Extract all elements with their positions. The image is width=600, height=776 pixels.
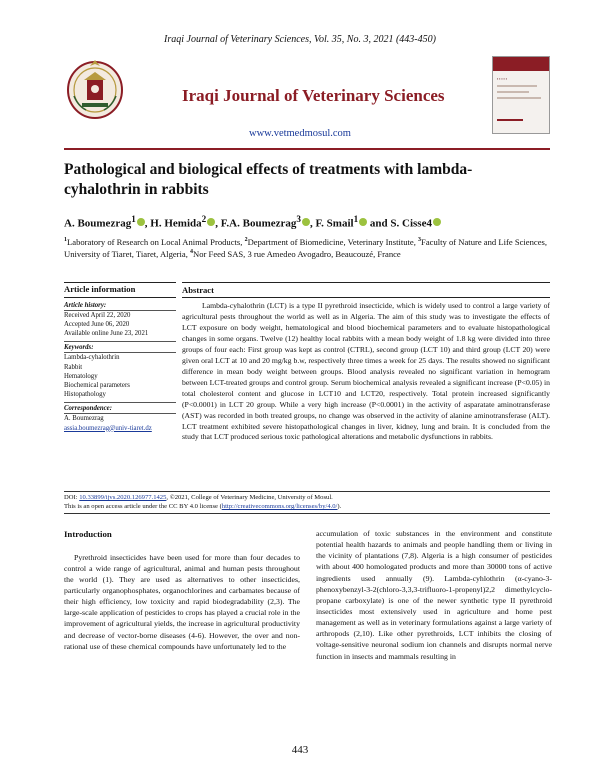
copyright-text: , ©2021, College of Veterinary Medicine, University of Mosul. <box>166 494 333 501</box>
author: F. Smail <box>315 217 354 230</box>
history-item: Available online June 23, 2021 <box>64 330 149 338</box>
correspondence-heading: Correspondence: <box>64 404 176 414</box>
license-prefix: This is an open access article under the CC BY 4.0 license ( <box>64 503 222 511</box>
author-affiliation-mark: 1 <box>131 214 136 224</box>
affiliation-mark: 4 <box>190 249 194 256</box>
author-list <box>64 214 544 230</box>
affiliations <box>64 236 550 261</box>
journal-website: www.vetmedmosul.com <box>249 128 351 139</box>
history-item: Received April 22, 2020 <box>64 311 131 319</box>
abstract-panel <box>182 282 550 443</box>
correspondence-email-link[interactable]: assia.boumezrag@univ-tiaret.dz <box>64 424 152 432</box>
abstract-text: Lambda-cyhalothrin (LCT) is a type II pyrethroid insecticide, which is widely used to control a large variety of agricultural pests throughout the world as well as in Algeria. The aim of this study was to investigate the effects of LCT exposure on body weight, hematological and blood biochemical parameters and to evaluate histopathological changes in some organs. Twelve (12) healthy local rabbits with a mean body weight of 1.8 kg were divided into three groups of four each: First group was kept as control (CTRL), second group (LCT 10) and third group (LCT 20) were given oral LCT at 10 and 20 mg/kg b.w, respectively three times a week for 25 days. The results showed no significant difference in mean body weight between groups. Blood analysis revealed no significant variation in hemogram between LCT-treated groups and control group. Serum biochemical analysis revealed a significant increase (P<0.05) in total cholesterol content and glucose in LCT10 and LCT20, respectively. Total protein increased significantly (P<0.0001) in LCT 20 group. While a very high increase (P<0.0001) in the activity of asparatate aminotransferase (AST) was recorded in both treated groups, no change was observed in the activity of alanine aminotransferase (ALT). LCT treatment exhibited severe histopathological changes in liver, kidney, lung and brain. It is concluded from the study that LCT produced serious toxic pathological alterations and metabolic dysfunctions in rabbits. <box>182 301 550 442</box>
author: F.A. Boumezrag <box>220 217 297 230</box>
author-affiliation-mark: 2 <box>201 214 207 224</box>
correspondence-name: A. Boumezrag <box>64 415 104 423</box>
doi-license-block <box>64 491 550 514</box>
author: S. Cisse <box>390 217 427 230</box>
keyword: Rabbit <box>64 363 83 371</box>
affiliation-text: Laboratory of Research on Local Animal Products, <box>67 236 245 247</box>
running-header: Iraqi Journal of Veterinary Sciences, Vol. 35, No. 3, 2021 (443-450) <box>164 34 436 45</box>
university-seal-icon <box>64 56 126 120</box>
abstract-heading: Abstract <box>182 282 550 298</box>
author: H. Hemida <box>150 217 202 230</box>
keyword: Biochemical parameters <box>64 381 130 389</box>
author-affiliation-mark: 4 <box>426 217 432 230</box>
author-separator: , <box>215 217 221 230</box>
doi-prefix: DOI: <box>64 494 80 501</box>
keyword: Histopathology <box>64 391 106 399</box>
journal-name: Iraqi Journal of Veterinary Sciences <box>182 86 445 105</box>
orcid-icon[interactable] <box>137 218 145 226</box>
history-item: Accepted June 06, 2020 <box>64 320 130 328</box>
divider <box>64 402 176 403</box>
article-history-heading: Article history: <box>64 301 176 311</box>
body-column-left <box>64 528 300 652</box>
affiliation-text: Faculty of Nature and Life Sciences, University of Tiaret, Tiaret, Algeria, <box>64 236 548 260</box>
license-suffix: ). <box>337 503 342 511</box>
keywords-heading: Keywords: <box>64 343 176 353</box>
orcid-icon[interactable] <box>433 218 441 226</box>
keyword: Hematology <box>64 372 98 380</box>
affiliation-text: Department of Biomedicine, Veterinary Institute, <box>247 236 419 247</box>
body-column-right <box>316 528 552 662</box>
author-affiliation-mark: 3 <box>296 214 301 224</box>
affiliation-mark: 1 <box>64 237 67 243</box>
author-separator: , <box>144 217 151 230</box>
masthead-divider <box>64 148 550 150</box>
keyword: Lambda-cyhalothrin <box>64 354 120 362</box>
doi-link[interactable]: 10.33899/ijvs.2020.126977.1425 <box>79 494 167 501</box>
page-number: 443 <box>291 744 309 756</box>
author-affiliation-mark: 1 <box>353 214 359 224</box>
author: A. Boumezrag <box>64 217 132 230</box>
affiliation-mark: 2 <box>244 237 248 243</box>
article-information-panel <box>64 282 176 433</box>
article-title: Pathological and biological effects of treatments with lambda-cyhalothrin in rabbits <box>64 161 473 199</box>
orcid-icon[interactable] <box>359 218 367 226</box>
author-separator: and <box>367 217 391 230</box>
affiliation-mark: 3 <box>418 237 422 243</box>
author-separator: , <box>309 217 316 230</box>
affiliation-text: Nor Feed SAS, 3 rue Amedeo Avogadro, Beaucouzé, France <box>193 249 401 260</box>
license-link[interactable]: http://creativecommons.org/licenses/by/4.0/ <box>221 503 338 511</box>
article-information-heading: Article information <box>64 282 176 298</box>
divider <box>64 341 176 342</box>
orcid-icon[interactable] <box>302 218 310 226</box>
introduction-heading: Introduction <box>64 529 112 539</box>
body-paragraph: Pyrethroid insecticides have been used for more than four decades to control a wide range of agricultural, animal and human pests throughout the world (1). They are used as alternatives to other insecticides, particularly organophosphates, organochlorines and carbamates because of their high efficiency, low toxicity and rapid biodegradability (2,3). The large-scale application of pesticides to crops has played a crucial role in the improvement of agricultural yields, the increase in agricultural productivity and decrease of vector-borne diseases (4-6). However, the over and non-rational use of these chemical compounds have unfortunately led to the <box>64 552 300 651</box>
journal-cover-thumbnail-icon: ▪ ▪ ▪ ▪ ▪ <box>492 56 550 134</box>
body-paragraph: accumulation of toxic substances in the environment and constitute potential health hazards to animals and people handling them or living in the vicinity of plantations (7,8). Algeria is a high consumer of pesticides with about 400 homologated products and more than 30000 tons of active ingredients used annually (9). Lambda-cyhlothrin (α-cyano-3-phenoxybenzyl-3-2(chloro-3,3,3-trifluoro-1-propenyl)2,2 dimethylcyclo- propane carboxylate) is one of the newer synthetic type II pyrethroid insecticides most extensively used in agriculture and home pest management as well as in veterinary formulations against a large variety of arthropods (2,10). Like other pyrethroids, LCT inhibits the closing of voltage-sensitive neuronal sodium ion channels and disrupts normal nerve function in insects and mammals resulting in <box>316 529 552 661</box>
